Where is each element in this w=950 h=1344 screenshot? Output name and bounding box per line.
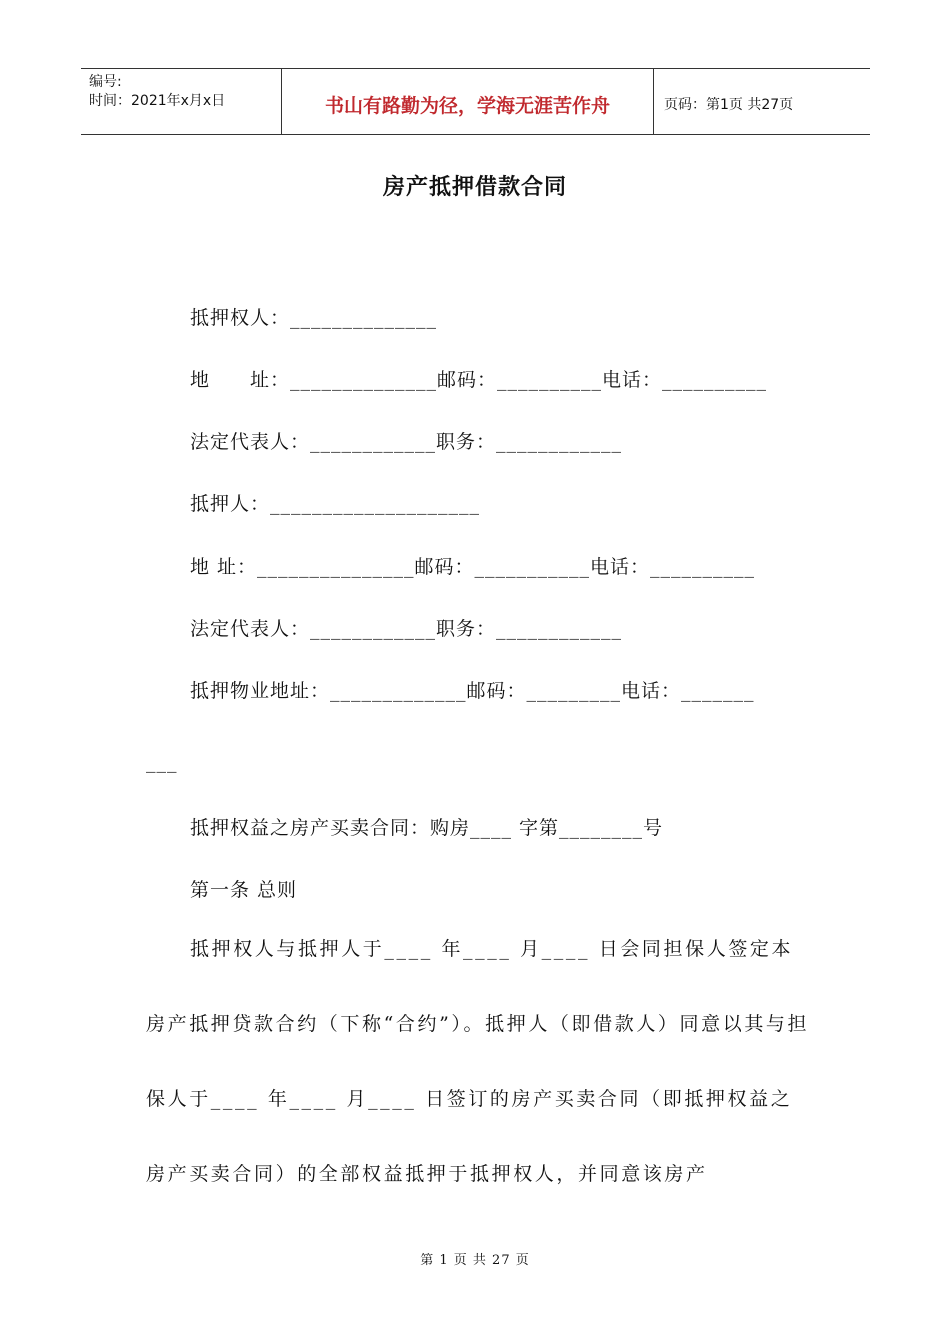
page-footer: 第 1 页 共 27 页 bbox=[420, 1253, 530, 1268]
mortgagor-address-line: 地 址：_______________邮码：___________电话：__________ bbox=[190, 556, 756, 578]
header-page-info: 页码：第1页 共27页 bbox=[664, 96, 794, 113]
article-one-paragraph: 抵押权人与抵押人于____ 年____ 月____ 日会同担保人签定本房产抵押贷款合约（下称“合约”）。抵押人（即借款人）同意以其与担保人于____ 年____ 月____ 日签订的房产买卖合同（即抵押权益之房产买卖合同）的全部权益抵押于抵押权人，并同意该房产 bbox=[146, 938, 810, 1185]
header-meta-cell bbox=[81, 69, 282, 134]
mortgagee-address-line: 地 址：______________邮码：__________电话：__________ bbox=[190, 369, 768, 391]
mortgagee-line: 抵押权人：______________ bbox=[190, 307, 438, 329]
mortgagor-rep-line: 法定代表人：____________职务：____________ bbox=[190, 618, 623, 640]
mortgagor-line: 抵押人：____________________ bbox=[190, 493, 481, 515]
document-title: 房产抵押借款合同 bbox=[382, 174, 567, 200]
property-address-continuation: ___ bbox=[146, 751, 178, 773]
purchase-contract-line: 抵押权益之房产买卖合同：购房____ 字第________号 bbox=[190, 817, 664, 839]
document-header bbox=[81, 68, 870, 135]
property-address-line: 抵押物业地址：_____________邮码：_________电话：_______ bbox=[190, 680, 755, 702]
article-one-heading: 第一条 总则 bbox=[190, 879, 298, 901]
header-motto: 书山有路勤为径，学海无涯苦作舟 bbox=[282, 69, 654, 134]
mortgagee-rep-line: 法定代表人：____________职务：____________ bbox=[190, 431, 623, 453]
code-label: 编号: bbox=[89, 74, 122, 90]
time-label: 时间：2021年x月x日 bbox=[89, 93, 226, 109]
